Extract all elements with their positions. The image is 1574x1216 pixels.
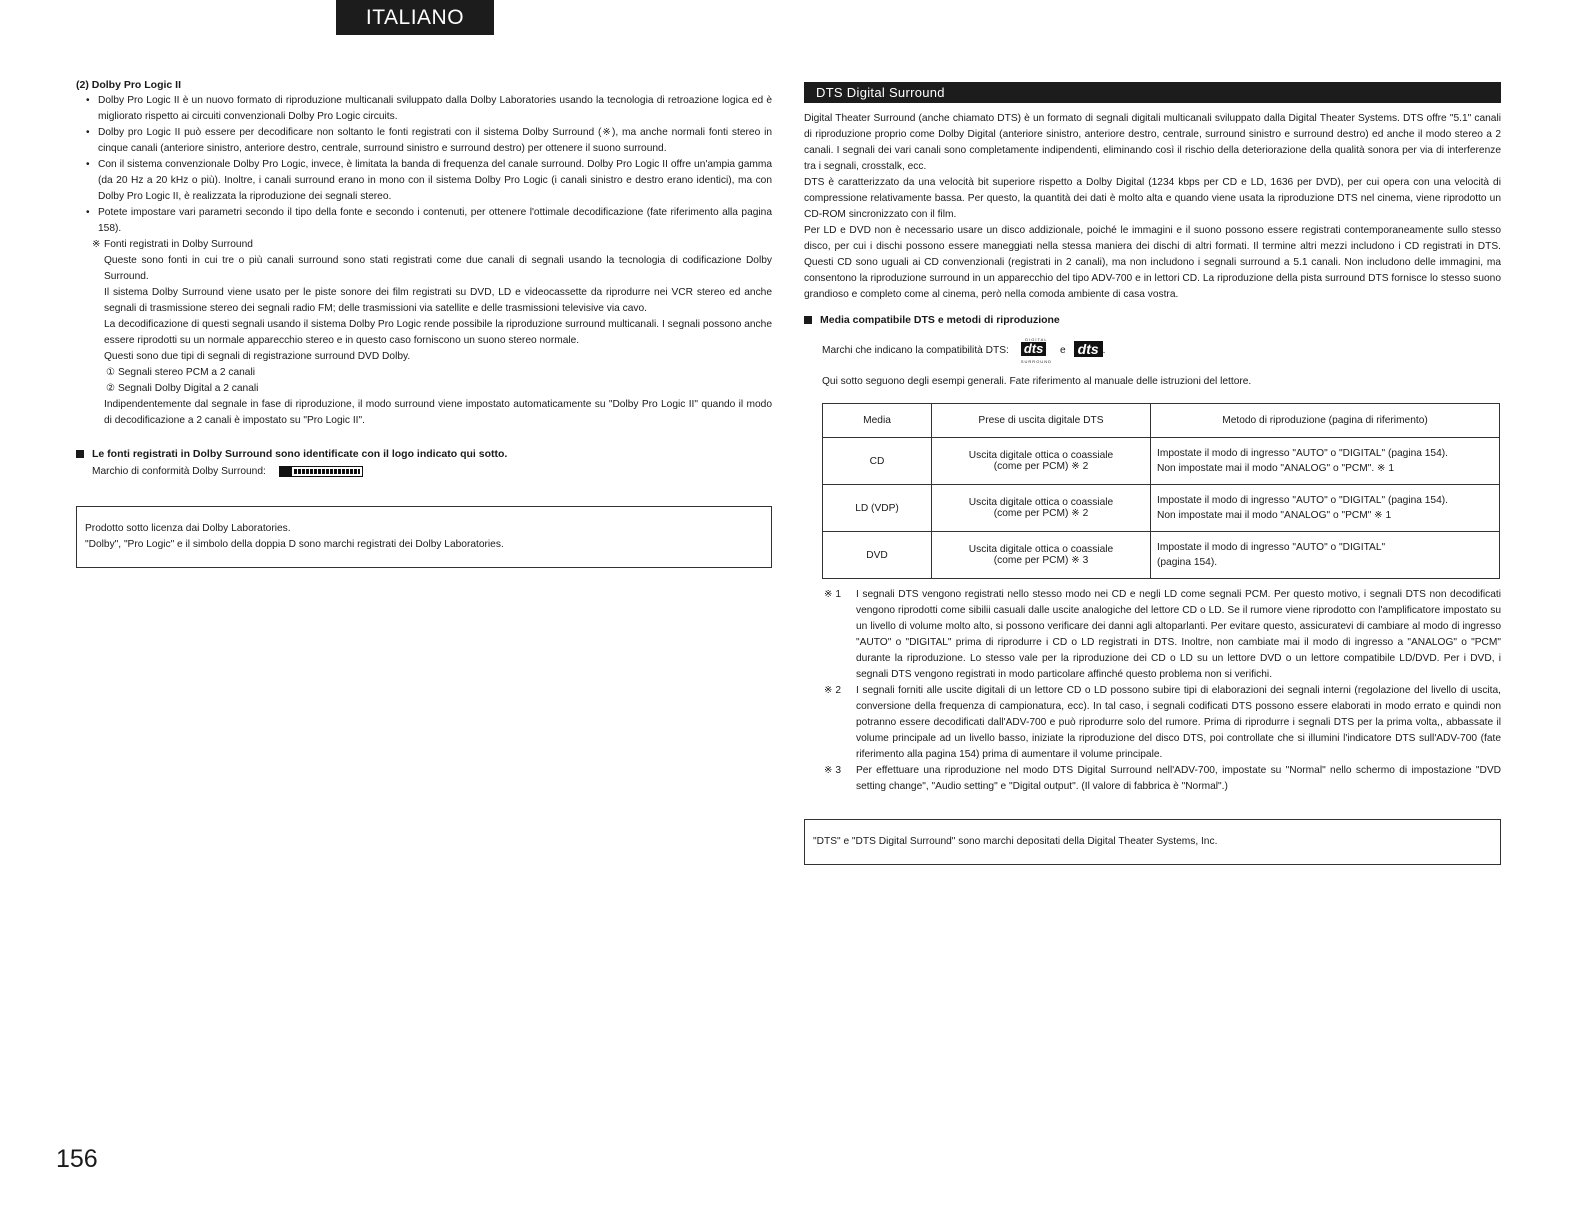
note-title: Fonti registrati in Dolby Surround xyxy=(104,239,253,250)
dts-marks-label: Marchi che indicano la compatibilità DTS: xyxy=(822,344,1009,356)
dts-paragraph: Digital Theater Surround (anche chiamato DTS) è un formato di segnali digitali multicanali sviluppato dalla Digital Theater Systems. DTS offre "5.1" canali di riproduzione proprio come Dolby Digital (anteriore sinistro, anteriore destro, centrale, surround sinistro e surround destro) ed anche il modo stereo a 2 canali. I segnali dei vari canali sono completamente indipendenti, eliminando così il rischio della deteriorazione della qualità sonora per via di interferenze tra i segnali, crosstalk, ecc. xyxy=(804,113,1501,172)
note-paragraph: Il sistema Dolby Surround viene usato per le piste sonore dei film registrati su DVD, LD e videocassette da riprodurre nei VCR stereo ed anche segnali di trasmissione stereo dei segnali radio FM; delle trasmissioni via satellite e delle trasmissioni televisive via cavo. xyxy=(104,287,772,314)
footnote-mark: ※ 1 xyxy=(824,589,842,600)
note-mark-icon: ※ xyxy=(92,239,101,250)
output-line: Uscita digitale ottica o coassiale xyxy=(968,497,1114,508)
logo-heading xyxy=(76,447,772,461)
output-line: (come per PCM) ※ 2 xyxy=(993,461,1089,472)
note-paragraph: Queste sono fonti in cui tre o più canali surround sono stati registrati come due canali di segnali usando la tecnologia di codificazione Dolby Surround. xyxy=(104,255,772,282)
table-cell-media: CD xyxy=(823,438,932,485)
left-column xyxy=(76,78,772,568)
dts-digital-surround-logo-icon xyxy=(1021,337,1052,364)
bullet-item: • Dolby Pro Logic II è un nuovo formato di riproduzione multicanali sviluppato dalla Dolby Laboratories usando la tecnologia di retroazione logica ed è migliorato rispetto ai circuiti convenzionali Dolby Pro Logic circuits. xyxy=(86,95,772,122)
note-heading xyxy=(90,237,772,253)
table-cell-method xyxy=(1151,485,1500,532)
method-line: Impostate il modo di ingresso "AUTO" o "DIGITAL" xyxy=(1157,542,1386,553)
right-column xyxy=(804,82,1501,865)
note-paragraph: Questi sono due tipi di segnali di registrazione surround DVD Dolby. xyxy=(104,351,411,362)
footnote-mark: ※ 2 xyxy=(824,685,842,696)
media-heading xyxy=(804,313,1501,327)
output-line: Uscita digitale ottica o coassiale xyxy=(968,544,1114,555)
footnote-text: Per effettuare una riproduzione nel modo DTS Digital Surround nell'ADV-700, impostate su "Normal" nello schermo di impostazione "DVD setting change", "Audio setting" e "Digital output". (Il valore di fabbrica è "Normal".) xyxy=(856,765,1501,792)
bullet-item: • Con il sistema convenzionale Dolby Pro Logic, invece, è limitata la banda di frequenza del canale surround. Dolby Pro Logic II offre un'ampia gamma (da 20 Hz a 20 kHz o più). Inoltre, i canali surround erano in mono con il sistema Dolby Pro Logic (i canali sinistro e destro erano identici), ma con Dolby Pro Logic II, è realizzata la riproduzione dei segnali stereo. xyxy=(86,159,772,202)
footnote xyxy=(804,683,1501,763)
footnote-text: I segnali forniti alle uscite digitali di un lettore CD o LD possono subire tipi di elaborazioni dei segnali interni (regolazione del livello di uscita, conversione della frequenza di campionatura, ecc). In tal caso, i segnali codificati DTS possono essere elaborati in modo errato e quindi non potranno essere decodificati dall'ADV-700 e può riprodurre solo del rumore. Prima di riprodurre i segnali DTS per la prima volta,, abbassate il volume principale ad un livello basso, iniziate la riproduzione del disco DTS, poi controllate che si illumini l'indicatore DTS sull'ADV-700 (fate riferimento alla pagina 154) prima di aumentare il volume principale. xyxy=(856,685,1501,760)
bullet-text: Potete impostare vari parametri secondo il tipo della fonte e secondo i contenuti, per ottenere l'ottimale decodificazione (fate riferimento alla pagina 158). xyxy=(98,207,772,234)
table-cell-output xyxy=(932,438,1151,485)
table-row xyxy=(823,438,1500,485)
media-heading-text: Media compatibile DTS e metodi di riproduzione xyxy=(820,314,1060,326)
table-row xyxy=(823,485,1500,532)
bullet-item: • Dolby pro Logic II può essere per decodificare non soltanto le fonti registrati con il sistema Dolby Surround (※), ma anche normali fonti stereo in cinque canali (anteriore sinistro, anteriore destro, centrale, surround sinistro e surround destro) per ottenere il suono surround. xyxy=(86,127,772,154)
table-header: Prese di uscita digitale DTS xyxy=(932,404,1151,438)
square-bullet-icon xyxy=(76,450,84,458)
output-line: Uscita digitale ottica o coassiale xyxy=(968,450,1114,461)
media-table xyxy=(822,403,1500,579)
logo-end-punct: . xyxy=(1102,344,1106,356)
method-line: Impostate il modo di ingresso "AUTO" o "DIGITAL" (pagina 154). xyxy=(1157,448,1448,459)
dts-paragraph: DTS è caratterizzato da una velocità bit superiore rispetto a Dolby Digital (1234 kbps per CD e LD, 1636 per DVD), per cui opera con una velocità di compressione relativamente bassa. Per questo, la quantità dei dati è molto alta e quando viene usata la riproduzione DTS nel cinema, viene riprodotto un CD-ROM sincronizzato con il film. xyxy=(804,177,1501,220)
dolby-surround-logo-icon xyxy=(279,466,363,477)
note-paragraph: Indipendentemente dal segnale in fase di riproduzione, il modo surround viene impostato automaticamente su "Dolby Pro Logic II" quando il modo di decodificazione a 2 canali è impostato su "Pro Logic II". xyxy=(104,399,772,426)
bullet-item: • Potete impostare vari parametri secondo il tipo della fonte e secondo i contenuti, per ottenere l'ottimale decodificazione (fate riferimento alla pagina 158). xyxy=(86,207,772,234)
bullet-text: Con il sistema convenzionale Dolby Pro Logic, invece, è limitata la banda di frequenza del canale surround. Dolby Pro Logic II offre un'ampia gamma (da 20 Hz a 20 kHz o più). Inoltre, i canali surround erano in mono con il sistema Dolby Pro Logic (i canali sinistro e destro erano identici), ma con Dolby Pro Logic II, è realizzata la riproduzione dei segnali stereo. xyxy=(98,159,772,202)
table-intro: Qui sotto seguono degli esempi generali. Fate riferimento al manuale delle istruzioni del lettore. xyxy=(822,376,1252,387)
dts-logo-top-text: DIGITAL xyxy=(1025,337,1048,342)
language-tab: ITALIANO xyxy=(336,0,494,35)
bullet-text: Dolby pro Logic II può essere per decodificare non soltanto le fonti registrati con il sistema Dolby Surround (※), ma anche normali fonti stereo in cinque canali (anteriore sinistro, anteriore destro, centrale, surround sinistro e surround destro) per ottenere il suono surround. xyxy=(98,127,772,154)
dts-marks-row xyxy=(804,337,1501,364)
output-line: (come per PCM) ※ 3 xyxy=(993,555,1089,566)
table-header: Media xyxy=(823,404,932,438)
license-line: Prodotto sotto licenza dai Dolby Laboratories. xyxy=(85,523,291,534)
note-list-item: ① Segnali stereo PCM a 2 canali xyxy=(106,367,256,378)
logo-heading-text: Le fonti registrati in Dolby Surround sono identificate con il logo indicato qui sotto. xyxy=(92,448,508,460)
bullet-text: Dolby Pro Logic II è un nuovo formato di riproduzione multicanali sviluppato dalla Dolby Laboratories usando la tecnologia di retroazione logica ed è migliorato rispetto ai circuiti convenzionali Dolby Pro Logic circuits. xyxy=(98,95,772,122)
dolby-mark-label: Marchio di conformità Dolby Surround: xyxy=(92,466,266,477)
table-cell-media: LD (VDP) xyxy=(823,485,932,532)
logo-conjunction: e xyxy=(1059,344,1066,356)
footnote-text: I segnali DTS vengono registrati nello stesso modo nei CD e negli LD come segnali PCM. Per questo motivo, i segnali DTS non decodificati vengono riprodotti come sibilii casuali dalle uscite analogiche del lettore CD o LD. Se il rumore viene riprodotto con l'amplificatore impostato su un livello di volume molto alto, si possono verificare dei danni agli altoparlanti. Per evitare questo, assicuratevi di cambiare al modo di ingresso "AUTO" o "DIGITAL" prima di riprodurre i CD o LD registrati in DTS. Inoltre, non cambiate mai il modo di ingresso a "ANALOG" o "PCM" durante la riproduzione. Lo stesso vale per la riproduzione dei CD o LD su un lettore DVD o un lettore compatibile LD/DVD. Per i DVD, i segnali DTS vengono registrati in modo particolare affinché questo problema non si verifichi. xyxy=(856,589,1501,680)
method-line: (pagina 154). xyxy=(1157,557,1218,568)
table-row xyxy=(823,532,1500,579)
page-number: 156 xyxy=(56,1145,98,1173)
method-line: Non impostate mai il modo "ANALOG" o "PCM" ※ 1 xyxy=(1157,510,1392,521)
table-header-row xyxy=(823,404,1500,438)
footnotes xyxy=(804,587,1501,795)
method-line: Non impostate mai il modo "ANALOG" o "PCM". ※ 1 xyxy=(1157,463,1395,474)
output-line: (come per PCM) ※ 2 xyxy=(993,508,1089,519)
footnote-mark: ※ 3 xyxy=(824,765,842,776)
dts-logo-bottom-text: SURROUND xyxy=(1020,359,1052,364)
license-box xyxy=(76,506,772,568)
table-cell-method xyxy=(1151,438,1500,485)
dts-logo2-main-text: dts xyxy=(1074,341,1103,357)
note-paragraph: La decodificazione di questi segnali usando il sistema Dolby Pro Logic rende possibile la riproduzione surround multicanali. I segnali possono anche essere riprodotti su un normale apparecchio stereo e in questo caso forniscono un suono stereo normale. xyxy=(104,319,772,346)
table-cell-media: DVD xyxy=(823,532,932,579)
dts-paragraph: Per LD e DVD non è necessario usare un disco addizionale, poiché le immagini e il suono possono essere registrati contemporaneamente sullo stesso disco, per cui i dischi possono essere maneggiati nella stessa maniera dei dischi di altri formati. Il termine altri mezzi includono i CD registrati in DTS. Questi CD sono uguali ai CD convenzionali (registrati in 2 canali), ma non includono i segnali surround a 5.1 canali. Non includono delle immagini, ma consentono la riproduzione surround in un apparecchio del tipo ADV-700 e in lettori CD. La riproduzione della pista surround DTS fornisce lo stesso suono grandioso e completo come al cinema, però nella comoda ambiente di casa vostra. xyxy=(804,225,1501,300)
section-title-dts: DTS Digital Surround xyxy=(804,82,1501,103)
trademark-box xyxy=(804,819,1501,865)
dts-logo-main-text: dts xyxy=(1021,342,1047,356)
dolby-mark-row xyxy=(76,464,772,480)
table-header: Metodo di riproduzione (pagina di riferimento) xyxy=(1151,404,1500,438)
table-cell-method xyxy=(1151,532,1500,579)
footnote xyxy=(804,763,1501,795)
note-list-item: ② Segnali Dolby Digital a 2 canali xyxy=(106,383,259,394)
method-line: Impostate il modo di ingresso "AUTO" o "DIGITAL" (pagina 154). xyxy=(1157,495,1448,506)
license-line: "Dolby", "Pro Logic" e il simbolo della doppia D sono marchi registrati dei Dolby Laboratories. xyxy=(85,539,504,550)
table-cell-output xyxy=(932,485,1151,532)
trademark-text: "DTS" e "DTS Digital Surround" sono marchi depositati della Digital Theater Systems, Inc. xyxy=(813,836,1218,847)
footnote xyxy=(804,587,1501,683)
dts-logo-icon xyxy=(1074,341,1103,360)
table-cell-output xyxy=(932,532,1151,579)
section-title-pro-logic: (2) Dolby Pro Logic II xyxy=(76,79,182,91)
square-bullet-icon xyxy=(804,316,812,324)
